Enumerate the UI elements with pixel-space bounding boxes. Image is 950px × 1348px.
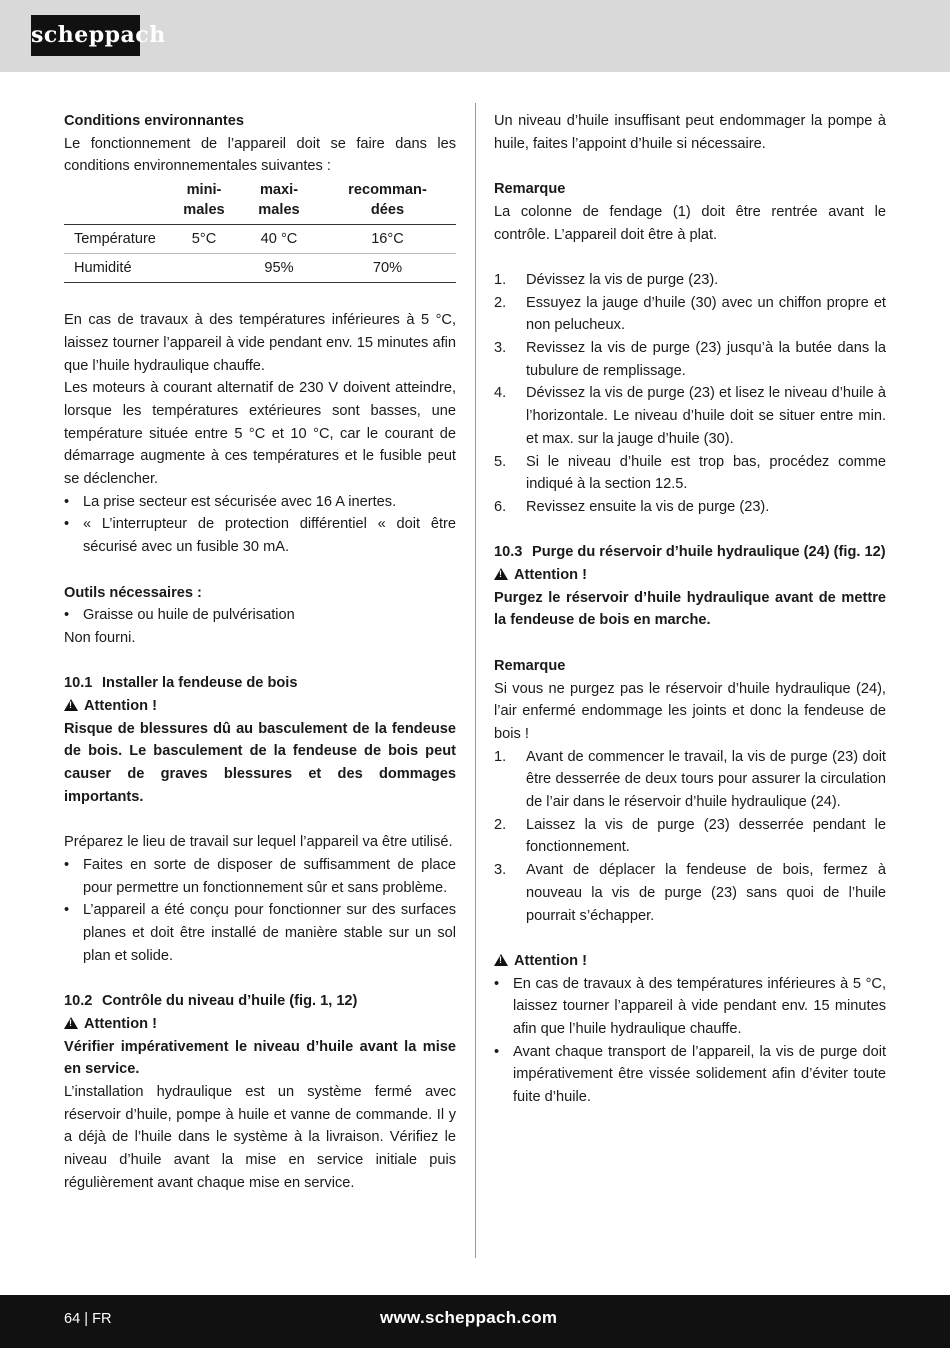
warning-icon [64,699,78,711]
table-cell: 40 °C [239,225,319,254]
table-header-empty [64,180,169,225]
column-divider [475,103,476,1258]
attention-bullet-list [494,973,886,1109]
table-cell: 5°C [169,225,239,254]
header-band [0,0,950,72]
table-row [64,225,456,254]
table-cell: Température [64,225,169,254]
list-item: • Graisse ou huile de pulvérisation [64,607,295,624]
table-cell: Humidité [64,254,169,283]
table-cell: 16°C [319,225,456,254]
list-item: 1. Avant de commencer le travail, la vis de purge (23) doit être desserrée de deux tours pour assurer la circulation de l’air dans le réservoir d’huile hydraulique (24). [494,748,886,811]
section-10-3-heading: 10.3 Purge du réservoir d’huile hydraulique (24) (fig. 12) [494,544,886,561]
tipping-warning: Risque de blessures dû au basculement de la fendeuse de bois. Le basculement de la fendeuse de bois peut causer de graves blessures et des dommages importants. [64,720,456,805]
right-column [494,110,886,1109]
remark-title: Remarque [494,181,566,198]
environment-table [64,180,456,283]
tools-title: Outils nécessaires : [64,584,202,601]
table-cell: 70% [319,254,456,283]
list-item: 1. Dévissez la vis de purge (23). [494,271,719,288]
env-intro: Le fonctionnement de l’appareil doit se faire dans les conditions environnementales suivantes : [64,135,456,175]
list-item: 4. Dévissez la vis de purge (23) et lisez le niveau d’huile à l’horizontale. Le niveau d’huile doit se situer entre min. et max. sur la jauge d’huile (30). [494,385,886,447]
website-url: www.scheppach.com [380,1308,558,1327]
oil-check-steps [494,269,886,519]
list-item: • L’appareil a été conçu pour fonctionner sur des surfaces planes et doit être installé de manière stable sur un sol plan et solide. [64,902,456,964]
remark-paragraph: Si vous ne purgez pas le réservoir d’huile hydraulique (24), l’air enfermé endommage les joints et donc la fendeuse de bois ! [494,680,886,742]
list-item: • La prise secteur est sécurisée avec 16 A inertes. [64,493,397,510]
remark-paragraph: La colonne de fendage (1) doit être rentrée avant le contrôle. L’appareil doit être à plat. [494,203,886,243]
section-10-2-heading: 10.2 Contrôle du niveau d’huile (fig. 1, 12) [64,993,358,1010]
list-item: 6. Revissez ensuite la vis de purge (23). [494,498,770,515]
left-column [64,110,456,1194]
warning-icon [494,954,508,966]
warning-icon [494,568,508,580]
placement-bullet-list [64,854,456,968]
list-item: 3. Avant de déplacer la fendeuse de bois, fermez à nouveau la vis de purge (23) sans quoi de l’huile pourrait s’échapper. [494,862,886,924]
table-cell: 95% [239,254,319,283]
scheppach-logo: scheppach [31,15,140,56]
low-temp-paragraph: En cas de travaux à des températures inférieures à 5 °C, laissez tourner l’appareil à vide pendant env. 15 minutes afin que l’huile hydraulique chauffe. [64,312,456,374]
not-supplied-text: Non fourni. [64,629,136,646]
page-number: 64 | FR [64,1311,112,1327]
list-item: 2. Essuyez la jauge d’huile (30) avec un chiffon propre et non pelucheux. [494,294,886,334]
motor-paragraph: Les moteurs à courant alternatif de 230 V doivent atteindre, lorsque les températures extérieures sont basses, une température située entre 5 °C et 10 °C, car le courant de démarrage augmente à ces températures et le fusible peut se déclencher. [64,380,456,488]
list-item: • « L’interrupteur de protection différentiel « doit être sécurisé avec un fusible 30 mA. [64,516,456,556]
hydraulic-paragraph: L’installation hydraulique est un système fermé avec réservoir d’huile, pompe à huile et vanne de commande. Il y a déjà de l’huile dans le système à la livraison. Vérifiez le niveau d’huile avant la mise en service initiale puis régulièrement avant chaque mise en service. [64,1083,456,1191]
oil-intro-paragraph: Un niveau d’huile insuffisant peut endommager la pompe à huile, faites l’appoint d’huile si nécessaire. [494,113,886,152]
purge-warning: Purgez le réservoir d’huile hydraulique avant de mettre la fendeuse de bois en marche. [494,589,886,629]
purge-steps [494,746,886,928]
attention-label: !Attention ! [64,1013,456,1036]
table-header-max: maxi- males [239,180,319,225]
list-item: • En cas de travaux à des températures inférieures à 5 °C, laissez tourner l’appareil à vide pendant env. 15 minutes afin que l’huile hydraulique chauffe. [494,975,886,1038]
warning-icon [64,1017,78,1029]
table-header-min: mini- males [169,180,239,225]
list-item: • Faites en sorte de disposer de suffisamment de place pour permettre un fonctionnement sûr et sans problème. [64,856,456,896]
attention-label: !Attention ! [494,564,886,587]
workplace-paragraph: Préparez le lieu de travail sur lequel l’appareil va être utilisé. [64,834,453,851]
list-item: 3. Revissez la vis de purge (23) jusqu’à la butée dans la tubulure de remplissage. [494,340,886,379]
section-10-1-heading: 10.1 Installer la fendeuse de bois [64,675,298,692]
footer-band [0,1295,950,1348]
env-title: Conditions environnantes [64,113,244,129]
table-header-recommended: recomman- dées [319,180,456,225]
table-cell [169,254,239,283]
fuse-bullet-list [64,491,456,559]
table-row [64,254,456,283]
attention-label: !Attention ! [494,950,886,973]
list-item: 2. Laissez la vis de purge (23) desserrée pendant le fonctionnement. [494,816,886,856]
attention-label: !Attention ! [64,695,456,718]
list-item: 5. Si le niveau d’huile est trop bas, procédez comme indiqué à la section 12.5. [494,453,886,493]
remark-title: Remarque [494,657,566,674]
oil-level-warning: Vérifier impérativement le niveau d’huile avant la mise en service. [64,1038,456,1078]
list-item: • Avant chaque transport de l’appareil, la vis de purge doit impérativement être vissée solidement afin d’éviter toute fuite d’huile. [494,1043,886,1106]
